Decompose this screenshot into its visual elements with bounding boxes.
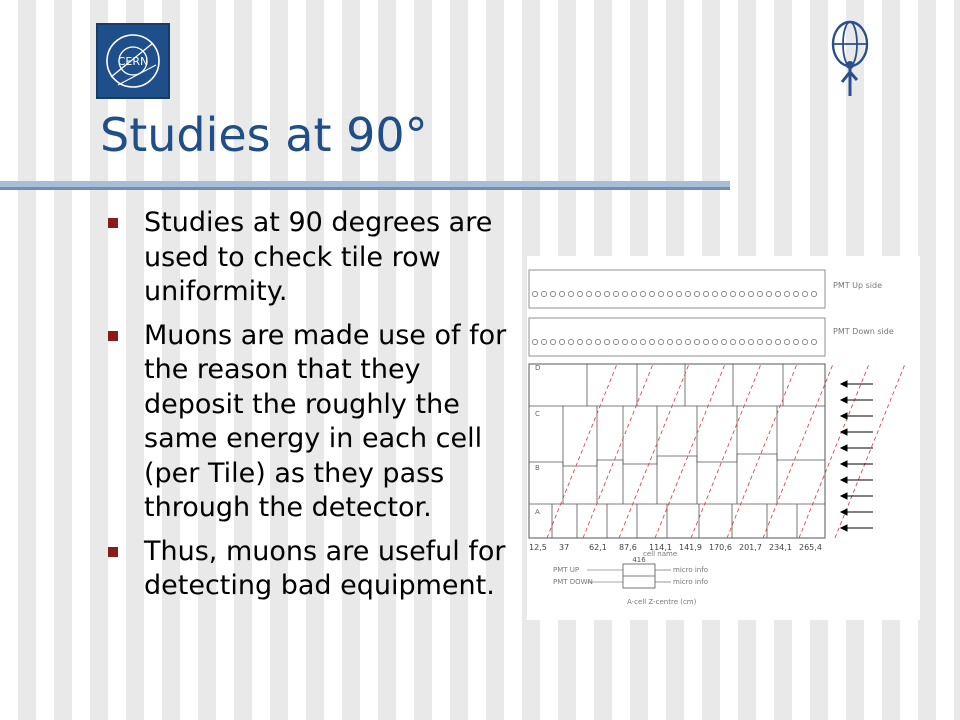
pmt-circle xyxy=(775,339,780,344)
legend-pmt-up: PMT UP xyxy=(553,566,580,574)
pmt-circle xyxy=(721,291,726,296)
pmt-circle xyxy=(595,291,600,296)
pmt-circle xyxy=(622,291,627,296)
muon-track xyxy=(655,364,725,538)
bullet-text: Thus, muons are useful for detecting bad equipment. xyxy=(144,535,506,602)
muon-arrow-icon xyxy=(841,445,873,451)
row-label-b: B xyxy=(535,464,540,472)
muon-arrow-icon xyxy=(841,461,873,467)
pmt-circle xyxy=(784,291,789,296)
legend-micro-info-2: micro info xyxy=(673,578,708,586)
legend-cell-value: 416 xyxy=(632,556,646,564)
muon-track xyxy=(583,364,653,538)
tilecal-cell-diagram xyxy=(527,256,920,620)
z-position-label: 201,7 xyxy=(739,543,762,552)
pmt-circle xyxy=(703,339,708,344)
pmt-circle xyxy=(775,291,780,296)
bullet-item xyxy=(100,206,520,310)
square-bullet-icon xyxy=(108,331,118,341)
pmt-circle xyxy=(703,291,708,296)
atlas-logo xyxy=(826,14,874,100)
pmt-circle xyxy=(541,291,546,296)
z-position-label: 37 xyxy=(559,543,570,552)
muon-track xyxy=(691,364,761,538)
pmt-circle xyxy=(532,339,537,344)
z-position-label: 141,9 xyxy=(679,543,702,552)
pmt-circle xyxy=(550,291,555,296)
pmt-circle xyxy=(640,291,645,296)
pmt-circle xyxy=(685,339,690,344)
pmt-circle xyxy=(766,291,771,296)
muon-arrow-icon xyxy=(841,493,873,499)
pmt-circle xyxy=(577,291,582,296)
pmt-circle xyxy=(676,291,681,296)
legend-cell-name: cell name xyxy=(643,550,678,558)
pmt-circle xyxy=(730,339,735,344)
pmt-circle xyxy=(811,339,816,344)
pmt-circle xyxy=(757,339,762,344)
row-label-d: D xyxy=(535,364,541,372)
pmt-circle xyxy=(658,291,663,296)
bullet-item xyxy=(100,535,520,604)
pmt-circle xyxy=(622,339,627,344)
slide-title: Studies at 90° xyxy=(100,108,428,162)
pmt-circle xyxy=(559,339,564,344)
muon-arrow-icon xyxy=(841,509,873,515)
pmt-circle xyxy=(766,339,771,344)
muon-track xyxy=(619,364,689,538)
pmt-circle xyxy=(586,339,591,344)
pmt-circle xyxy=(712,291,717,296)
pmt-up-label: PMT Up side xyxy=(833,281,883,290)
pmt-circle xyxy=(541,339,546,344)
pmt-circle xyxy=(613,291,618,296)
z-position-label: 114,1 xyxy=(649,543,672,552)
z-position-label: 87,6 xyxy=(619,543,637,552)
bullet-text: Studies at 90 degrees are used to check tile row uniformity. xyxy=(144,207,493,308)
pmt-circle xyxy=(586,291,591,296)
z-position-label: 170,6 xyxy=(709,543,732,552)
row-label-c: C xyxy=(535,410,540,418)
muon-track xyxy=(763,364,833,538)
muon-arrow-icon xyxy=(841,381,873,387)
z-position-label: 265,4 xyxy=(799,543,822,552)
pmt-down-row xyxy=(529,318,825,356)
pmt-circle xyxy=(793,339,798,344)
pmt-circle xyxy=(712,339,717,344)
pmt-circle xyxy=(613,339,618,344)
pmt-circle xyxy=(532,291,537,296)
legend-pmt-down: PMT DOWN xyxy=(553,578,593,586)
muon-arrow-icon xyxy=(841,413,873,419)
muon-arrow-icon xyxy=(841,477,873,483)
pmt-circle xyxy=(550,339,555,344)
z-position-label: 12,5 xyxy=(529,543,547,552)
legend-caption: A-cell Z-centre (cm) xyxy=(627,598,697,606)
pmt-circle xyxy=(676,339,681,344)
cern-logo-text: CERN xyxy=(117,55,149,68)
pmt-circle xyxy=(667,339,672,344)
square-bullet-icon xyxy=(108,547,118,557)
pmt-circle xyxy=(784,339,789,344)
pmt-up-row xyxy=(529,270,825,308)
pmt-circle xyxy=(739,291,744,296)
pmt-circle xyxy=(721,339,726,344)
diagram-legend xyxy=(553,550,708,606)
pmt-circle xyxy=(568,291,573,296)
pmt-circle xyxy=(649,291,654,296)
pmt-circle xyxy=(631,291,636,296)
pmt-circle xyxy=(667,291,672,296)
pmt-circle xyxy=(757,291,762,296)
pmt-circle xyxy=(658,339,663,344)
pmt-circle xyxy=(694,291,699,296)
pmt-down-label: PMT Down side xyxy=(833,327,894,336)
pmt-circle xyxy=(595,339,600,344)
muon-track xyxy=(547,364,617,538)
pmt-circle xyxy=(685,291,690,296)
pmt-circle xyxy=(739,339,744,344)
pmt-circle xyxy=(748,339,753,344)
title-divider-dark xyxy=(0,187,730,190)
pmt-circle xyxy=(604,339,609,344)
bullet-item xyxy=(100,319,520,526)
pmt-circle xyxy=(802,339,807,344)
pmt-circle xyxy=(604,291,609,296)
cern-logo-mark xyxy=(98,25,168,97)
pmt-circle xyxy=(577,339,582,344)
muon-arrow-icon xyxy=(841,525,873,531)
pmt-circle xyxy=(802,291,807,296)
muon-track xyxy=(727,364,797,538)
square-bullet-icon xyxy=(108,218,118,228)
pmt-circle xyxy=(694,339,699,344)
pmt-circle xyxy=(559,291,564,296)
pmt-circle xyxy=(793,291,798,296)
cern-logo xyxy=(96,23,170,99)
legend-micro-info-1: micro info xyxy=(673,566,708,574)
pmt-circle xyxy=(748,291,753,296)
z-position-label: 234,1 xyxy=(769,543,792,552)
pmt-circle xyxy=(811,291,816,296)
z-position-label: 62,1 xyxy=(589,543,607,552)
muon-arrow-icon xyxy=(841,397,873,403)
bullet-list xyxy=(100,206,520,613)
pmt-circle xyxy=(631,339,636,344)
muon-arrow-icon xyxy=(841,429,873,435)
pmt-circle xyxy=(568,339,573,344)
pmt-circle xyxy=(730,291,735,296)
bullet-text: Muons are made use of for the reason that they deposit the roughly the same energy in each cell (per Tile) as they pass through the detector. xyxy=(144,319,507,524)
cell-grid-frame xyxy=(529,364,825,538)
pmt-circle xyxy=(649,339,654,344)
pmt-circle xyxy=(640,339,645,344)
row-label-a: A xyxy=(535,508,540,516)
